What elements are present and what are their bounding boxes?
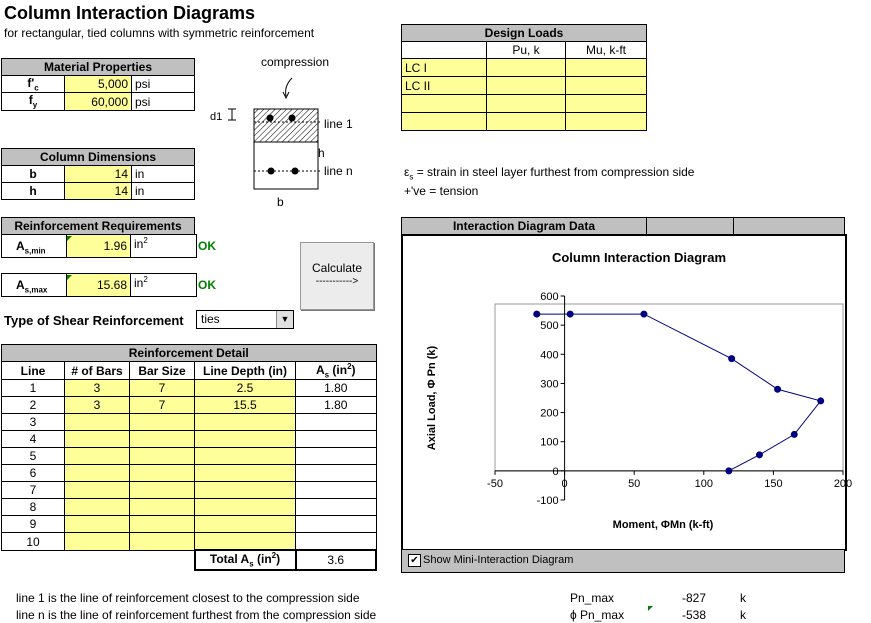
h-input[interactable]: 14 (65, 183, 132, 200)
x-tick-label: 200 (833, 477, 853, 490)
row-size-input[interactable] (130, 499, 195, 516)
y-tick-label: 0 (552, 465, 559, 478)
requirements-header: Reinforcement Requirements (1, 217, 195, 235)
table-row (2, 380, 377, 397)
total-as-value: 3.6 (296, 550, 377, 569)
data-point (728, 355, 735, 362)
b-input[interactable]: 14 (65, 166, 132, 183)
row-line-number: 8 (2, 499, 65, 516)
asmin-label: $A_{s,min}$ (16, 239, 46, 256)
calculate-label: Calculate (311, 261, 363, 275)
calculate-button[interactable] (300, 242, 374, 310)
load-case-label[interactable]: LC II (402, 77, 487, 95)
y-tick-label: 200 (540, 407, 559, 420)
rebar-top-left (267, 115, 274, 122)
data-point (774, 386, 781, 393)
row-as-value (296, 499, 377, 516)
pu-input[interactable] (487, 77, 566, 95)
mu-input[interactable] (566, 95, 647, 113)
column-section-diagram (200, 54, 390, 214)
load-case-label[interactable] (402, 95, 487, 113)
footnote-line1: line 1 is the line of reinforcement closest to the compression side (16, 591, 360, 605)
shear-type-select[interactable] (196, 310, 294, 329)
mini-diagram-checkbox[interactable]: ✔ (408, 554, 421, 567)
row-line-number: 7 (2, 482, 65, 499)
row-bars-input[interactable] (65, 499, 130, 516)
row-as-value (296, 482, 377, 499)
y-tick-label: -100 (536, 495, 559, 507)
row-size-input[interactable] (130, 533, 195, 551)
load-row (402, 77, 647, 95)
load-case-label[interactable]: LC I (402, 59, 487, 77)
total-as-label: Total $A_s$ $(in^2)$ (195, 550, 296, 569)
material-header: Material Properties (2, 59, 195, 76)
compression-zone (254, 109, 318, 142)
asmin-unit: $in^2$ (134, 236, 148, 251)
data-point (817, 397, 824, 404)
interaction-data-header-table (401, 217, 845, 235)
row-as-value (296, 431, 377, 448)
asmin-status: OK (198, 239, 216, 253)
row-depth-input[interactable] (195, 499, 296, 516)
row-line-number: 4 (2, 431, 65, 448)
fy-label: $f_y$ (2, 93, 65, 110)
interaction-header: Interaction Diagram Data (402, 218, 647, 235)
data-point (791, 431, 798, 438)
row-depth-input[interactable] (195, 414, 296, 431)
table-row (2, 533, 377, 551)
shear-type-value: ties (201, 312, 220, 326)
asmin-row (1, 234, 197, 258)
row-size-input[interactable] (130, 431, 195, 448)
y-axis-label: Axial Load, Φ Pn (k) (426, 345, 438, 451)
loads-blank-header (402, 42, 487, 59)
fy-unit: psi (132, 93, 195, 110)
pn-max-unit: k (740, 591, 746, 605)
table-row (2, 414, 377, 431)
column-dimensions-table (1, 148, 195, 200)
row-size-input[interactable]: 7 (130, 397, 195, 414)
calculate-arrow: -----------> (315, 276, 359, 287)
asmin-value: 1.96 (66, 235, 131, 257)
row-bars-input[interactable] (65, 482, 130, 499)
loads-header: Design Loads (402, 25, 647, 42)
row-bars-input[interactable] (65, 431, 130, 448)
row-line-number: 10 (2, 533, 65, 551)
x-axis-label: Moment, ΦMn (k-ft) (612, 519, 714, 531)
chevron-down-icon[interactable]: ▼ (276, 311, 293, 328)
row-as-value (296, 465, 377, 482)
phi-pn-max-value: -538 (681, 608, 706, 622)
load-row (402, 113, 647, 131)
asmax-row (1, 273, 197, 297)
load-row (402, 59, 647, 77)
row-depth-input[interactable] (195, 431, 296, 448)
row-line-number: 5 (2, 448, 65, 465)
row-depth-input[interactable] (195, 448, 296, 465)
x-tick-label: 50 (628, 477, 641, 490)
row-line-number: 3 (2, 414, 65, 431)
asmax-unit: $in^2$ (134, 275, 148, 290)
col-line: Line (2, 362, 65, 380)
fc-label: $f'_c$ (2, 76, 65, 93)
interaction-chart-svg (403, 236, 853, 549)
h-dim-label: h (2, 183, 65, 200)
load-row (402, 95, 647, 113)
table-row (2, 516, 377, 533)
b-label: b (277, 195, 284, 209)
data-point (640, 311, 647, 318)
fy-input[interactable]: 60,000 (65, 93, 132, 110)
pu-input[interactable] (487, 113, 566, 131)
asmax-status: OK (198, 278, 216, 292)
fc-unit: psi (132, 76, 195, 93)
y-tick-label: 400 (540, 349, 559, 362)
row-bars-input[interactable] (65, 516, 130, 533)
table-row (2, 397, 377, 414)
row-line-number: 9 (2, 516, 65, 533)
row-as-value (296, 448, 377, 465)
x-tick-label: -50 (487, 477, 503, 490)
y-tick-label: 600 (540, 291, 559, 303)
y-tick-label: 300 (540, 378, 559, 391)
page-subtitle: for rectangular, tied columns with symmetric reinforcement (4, 26, 315, 40)
h-unit: in (132, 183, 195, 200)
mini-diagram-toggle[interactable] (401, 549, 845, 573)
pn-max-label: Pn_max (570, 591, 615, 605)
design-loads-table (401, 24, 647, 131)
table-row (2, 499, 377, 516)
table-row (2, 465, 377, 482)
row-size-input[interactable]: 7 (130, 380, 195, 397)
data-point (756, 451, 763, 458)
col-depth: Line Depth (in) (195, 362, 296, 380)
row-as-value (296, 414, 377, 431)
h-label: h (318, 146, 325, 160)
pu-input[interactable] (487, 59, 566, 77)
dimensions-header: Column Dimensions (2, 149, 195, 166)
mu-input[interactable] (566, 59, 647, 77)
mu-input[interactable] (566, 113, 647, 131)
section-drawing (200, 54, 390, 214)
row-size-input[interactable] (130, 414, 195, 431)
row-as-value (296, 533, 377, 551)
material-properties-table (1, 58, 195, 111)
detail-header: Reinforcement Detail (2, 345, 377, 362)
x-tick-label: 150 (764, 477, 783, 490)
shear-label: Type of Shear Reinforcement (4, 313, 184, 328)
interaction-chart (401, 234, 853, 551)
pu-input[interactable] (487, 95, 566, 113)
x-tick-label: 0 (561, 477, 568, 490)
row-line-number: 2 (2, 397, 65, 414)
row-depth-input[interactable] (195, 482, 296, 499)
data-point (567, 311, 574, 318)
y-tick-label: 100 (540, 436, 559, 449)
row-size-input[interactable] (130, 465, 195, 482)
table-row (2, 482, 377, 499)
y-tick-label: 500 (540, 320, 559, 333)
data-point (725, 467, 732, 474)
b-dim-label: b (2, 166, 65, 183)
d1-label: d1 (210, 111, 223, 123)
row-line-number: 1 (2, 380, 65, 397)
footnote-linen: line n is the line of reinforcement furthest from the compression side (16, 608, 377, 622)
row-as-value: 1.80 (296, 397, 377, 414)
load-case-label[interactable] (402, 113, 487, 131)
pu-header: Pu, k (487, 42, 566, 59)
row-depth-input[interactable] (195, 516, 296, 533)
row-depth-input[interactable]: 2.5 (195, 380, 296, 397)
asmax-label: $A_{s,max}$ (16, 278, 48, 295)
linen-label: line n (324, 164, 353, 178)
row-depth-input[interactable]: 15.5 (195, 397, 296, 414)
row-size-input[interactable] (130, 482, 195, 499)
compression-label: compression (261, 55, 330, 69)
table-row (2, 431, 377, 448)
page-title: Column Interaction Diagrams (4, 3, 256, 23)
reinforcement-detail-table (1, 344, 377, 571)
row-depth-input[interactable] (195, 533, 296, 551)
line1-label: line 1 (324, 117, 353, 131)
row-bars-input[interactable]: 3 (65, 380, 130, 397)
row-as-value: 1.80 (296, 380, 377, 397)
phi-pn-max-unit: k (740, 608, 746, 622)
row-bars-input[interactable] (65, 533, 130, 551)
data-point (533, 311, 540, 318)
rebar-top-right (289, 115, 296, 122)
mu-header: Mu, k-ft (566, 42, 647, 59)
col-as: $A_s$ $(in^2)$ (296, 362, 377, 380)
row-line-number: 6 (2, 465, 65, 482)
chart-title: Column Interaction Diagram (551, 250, 727, 265)
fc-input[interactable]: 5,000 (65, 76, 132, 93)
tension-note: +'ve = tension (404, 184, 479, 198)
mu-input[interactable] (566, 77, 647, 95)
col-bars: # of Bars (65, 362, 130, 380)
mini-diagram-label: Show Mini-Interaction Diagram (423, 554, 574, 566)
b-unit: in (132, 166, 195, 183)
row-bars-input[interactable] (65, 465, 130, 482)
pn-max-value: -827 (681, 591, 706, 605)
row-size-input[interactable] (130, 516, 195, 533)
strain-note: $\varepsilon_s$ = strain in steel layer furthest from compression side (404, 165, 695, 182)
row-bars-input[interactable] (65, 414, 130, 431)
asmax-value: 15.68 (66, 274, 131, 296)
row-size-input[interactable] (130, 448, 195, 465)
col-size: Bar Size (130, 362, 195, 380)
row-depth-input[interactable] (195, 465, 296, 482)
table-row (2, 448, 377, 465)
row-as-value (296, 516, 377, 533)
row-bars-input[interactable]: 3 (65, 397, 130, 414)
x-tick-label: 100 (694, 477, 713, 490)
phi-pn-max-label: ϕ Pn_max (570, 608, 625, 622)
row-bars-input[interactable] (65, 448, 130, 465)
